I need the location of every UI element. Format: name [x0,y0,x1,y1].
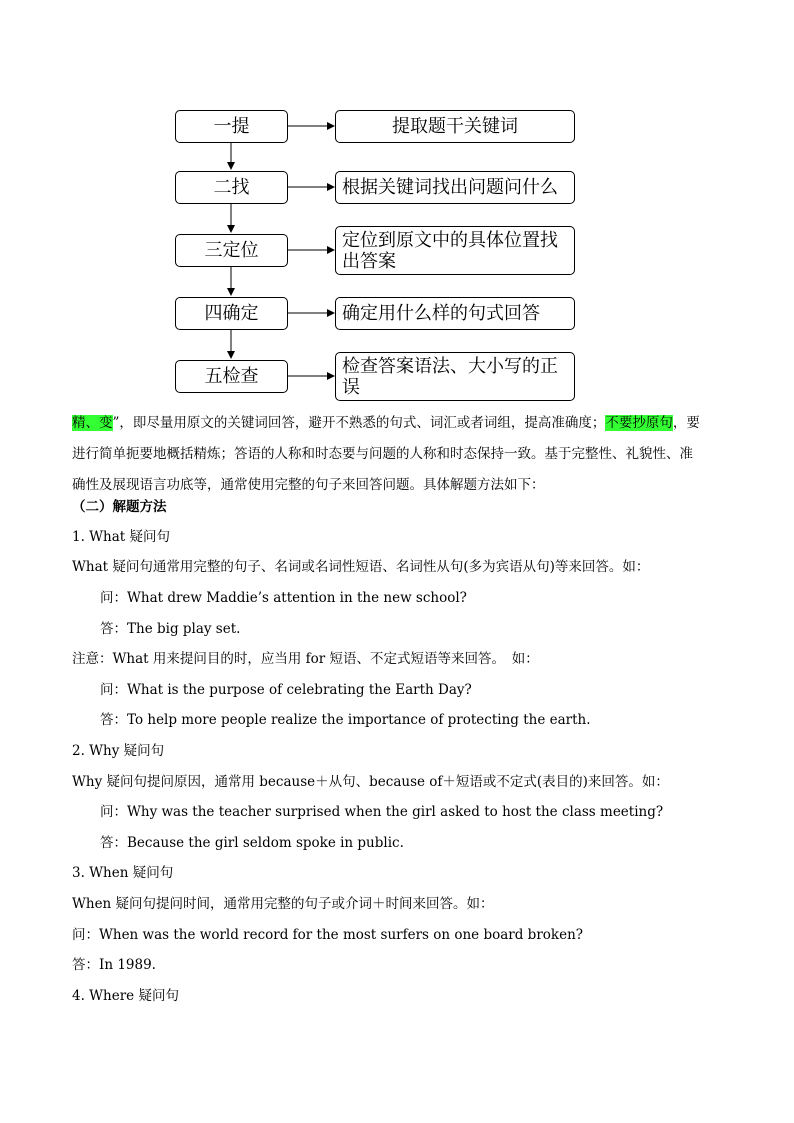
section-heading: （二）解题方法 [72,499,167,515]
where-title: 4. Where 疑问句 [72,988,179,1004]
flow-desc-2 [335,171,575,204]
flow-desc-2-text: 根据关键词找出问题问什么 [342,177,558,198]
what-a1: 答：The big play set. [100,621,241,637]
intro-line-2: 进行简单扼要地概括精炼；答语的人称和时态要与问题的人称和时态保持一致。基于完整性、礼貌性、准 [72,446,693,462]
flow-step-5-label: 五检查 [204,366,259,387]
highlight-2: 不要抄原句 [605,415,673,431]
intro-line-1 [72,414,700,432]
what-note: 注意：What 用来提问目的时，应当用 for 短语、不定式短语等来回答。 如： [72,651,539,667]
flow-step-2-label: 二找 [213,177,250,198]
flow-step-1-label: 一提 [213,116,250,137]
when-q: 问：When was the world record for the most surfers on one board broken? [72,927,583,943]
what-desc: What 疑问句通常用完整的句子、名词或名词性短语、名词性从句(多为宾语从句)等来回答。如： [72,559,650,575]
flow-step-3 [175,234,288,267]
why-a: 答：Because the girl seldom spoke in public. [100,835,404,851]
why-desc: Why 疑问句提问原因，通常用 because＋从句、because of＋短语或不定式(表目的)来回答。如： [72,774,669,790]
what-a2: 答：To help more people realize the importance of protecting the earth. [100,712,591,728]
what-q1: 问：What drew Maddie’s attention in the new school? [100,590,467,606]
flow-desc-1-text: 提取题干关键词 [392,116,518,137]
when-title: 3. When 疑问句 [72,865,174,881]
why-q: 问：Why was the teacher surprised when the girl asked to host the class meeting? [100,804,664,820]
flow-desc-3 [335,226,575,275]
flow-step-4-label: 四确定 [204,303,259,324]
flow-desc-4-text: 确定用什么样的句式回答 [342,303,540,324]
what-q2: 问：What is the purpose of celebrating the Earth Day? [100,682,472,698]
flow-step-2 [175,171,288,204]
highlight-1: 精、变 [72,415,113,431]
flow-desc-5-text: 检查答案语法、大小写的正误 [342,355,558,398]
flow-step-5 [175,360,288,393]
flow-step-4 [175,297,288,330]
when-a: 答：In 1989. [72,957,156,973]
when-desc: When 疑问句提问时间，通常用完整的句子或介词＋时间来回答。如： [72,896,494,912]
why-title: 2. Why 疑问句 [72,743,165,759]
intro-line-3: 确性及展现语言功底等，通常使用完整的句子来回答问题。具体解题方法如下： [72,477,545,493]
flow-desc-1 [335,110,575,143]
intro-text-1b: ，要 [672,415,700,431]
flow-desc-3-text: 定位到原文中的具体位置找出答案 [342,229,558,272]
flow-step-3-label: 三定位 [204,240,259,261]
intro-text-1a: ”，即尽量用原文的关键词回答，避开不熟悉的句式、词汇或者词组，提高准确度； [112,415,606,431]
what-title: 1. What 疑问句 [72,529,171,545]
flow-desc-4 [335,297,575,330]
flow-step-1 [175,110,288,143]
flow-desc-5 [335,352,575,401]
